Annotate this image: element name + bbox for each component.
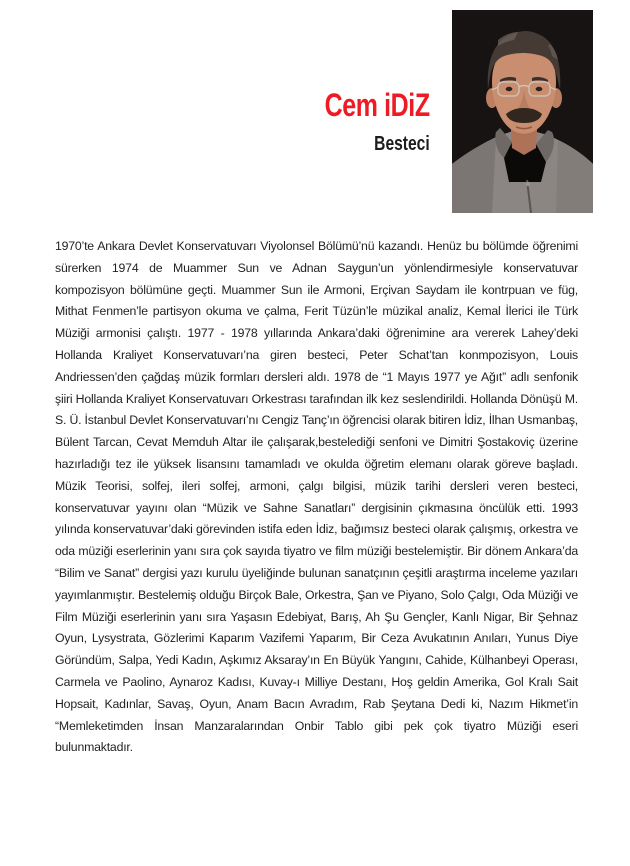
person-role: Besteci	[374, 133, 430, 155]
portrait-photo	[452, 10, 593, 213]
profile-header	[295, 89, 430, 154]
portrait-illustration	[452, 10, 593, 213]
biography-text: 1970’te Ankara Devlet Konservatuvarı Viyolonsel Bölümü’nü kazandı. Henüz bu bölümde öğrenimi sürerken 1974 de Muammer Sun ve Adnan Saygun’un yönlendirmesiyle konservatuvar kompozisyon bölümüne geçti. Muammer Sun ile Armoni, Erçivan Saydam ile kontrpuan ve füg, Mithat Fenmen’le partisyon okuma ve çalma, Ferit Tüzün’le müzikal analiz, Kemal İlerici ile Türk Müziği armonisi çalıştı. 1977 - 1978 yıllarında Ankara’daki öğrenimine ara vererek Lahey’deki Hollanda Kraliyet Konservatuvarı’na giren besteci, Peter Schat’tan konmpozisyon, Louis Andriessen’den çağdaş müzik formları dersleri aldı. 1978 de “1 Mayıs 1977 ye Ağıt” adlı senfonik şiiri Hollanda Kraliyet Konservatuvarı Orkestrası tarafından ilk kez seslendirildi. Hollanda Dönüşü M. S. Ü. İstanbul Devlet Konservatuvarı’nı Cengiz Tanç’ın öğrencisi olarak bitiren İdiz, İlhan Usmanbaş, Bülent Tarcan, Cevat Memduh Altar ile çalışarak,bestelediği senfoni ve Dimitri Şostakoviç üzerine hazırladığı tez ile yüksek lisansını tamamladı ve okulda öğretim elemanı olarak göreve başladı. Müzik Teorisi, solfej, ileri solfej, armoni, çalgı bilgisi, müzik tarihi dersleri veren besteci, konservatuvar yayını olan “Müzik ve Sahne Sanatları” dergisinin çıkmasına öncülük etti. 1993 yılında konservatuvar’daki görevinden istifa eden İdiz, bağımsız besteci olarak çalışmış, orkestra ve oda müziği eserlerinin yanı sıra çok sayıda tiyatro ve film müziği bestelemiştir. Bir dönem Ankara’da “Bilim ve Sanat” dergisi yazı kurulu üyeliğinde bulunan sanatçının çeşitli araştırma inceleme yazıları yayımlanmıştır. Bestelemiş olduğu Birçok Bale, Orkestra, Şan ve Piyano, Solo Çalgı, Oda Müziği ve Film Müziği eserlerinin yanı sıra Yaşasın Edebiyat, Barış, Ah Şu Gençler, Kanlı Nigar, Bir Şehnaz Oyun, Lysystrata, Gözlerimi Kaparım Vazifemi Yaparım, Bir Ceza Avukatının Anıları, Yunus Diye Göründüm, Salpa, Yedi Kadın, Aşkımız Aksaray’ın En Büyük Yangını, Cahide, Külhanbeyi Operası, Carmela ve Paolino, Aynaroz Kadısı, Kuvay-ı Milliye Destanı, Hoş geldin Amerika, Gol Kralı Sait Hopsait, Kadınlar, Savaş, Oyun, Anam Bacın Avradım, Rab Şeytana Dedi ki, Nazım Hikmet’in “Memleketimden İnsan Manzaralarından Onbir Tablo gibi pek çok tiyatro Müziği eseri bulunmaktadır.	[55, 239, 578, 755]
person-name: Cem iDiZ	[324, 87, 430, 123]
